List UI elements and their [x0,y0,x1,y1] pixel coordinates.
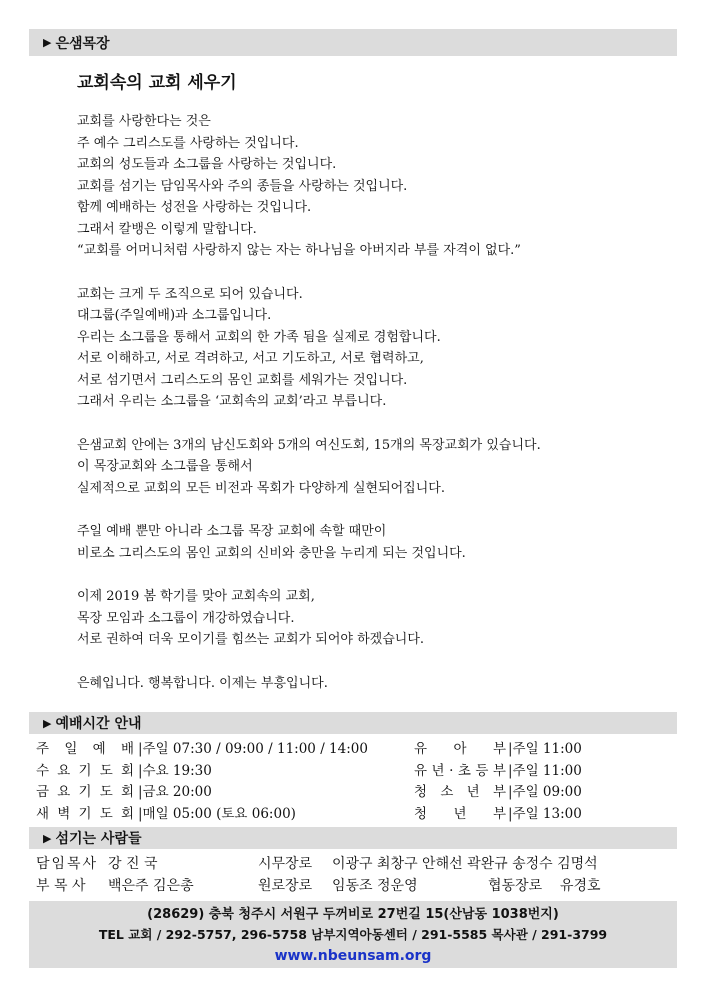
service-time: |매일 05:00 (토요 06:00) [138,805,296,822]
article-line: 우리는 소그룹을 통해서 교회의 한 가족 됨을 실제로 경험합니다. [77,329,441,345]
servants-row [36,853,676,875]
church-phones: TEL 교회 / 292-5757, 296-5758 남부지역아동센터 / 291-5585 목사관 / 291-3799 [98,927,608,942]
role-label: 협동장로 [488,878,543,894]
role-label: 부 목 사 [36,878,86,894]
article-line: 주 예수 그리스도를 사랑하는 것입니다. [77,135,299,151]
schedule-row [36,761,676,783]
article-line: 실제적으로 교회의 모든 비전과 목회가 다양하게 실현되어집니다. [77,480,445,496]
role-label: 담 임 목 사 [36,856,96,872]
article-paragraph [77,111,677,262]
service-name: 수 요 기 도 회 [36,762,134,779]
article-line: 그래서 우리는 소그룹을 ‘교회속의 교회’라고 부릅니다. [77,394,387,409]
schedule-row [36,804,676,826]
article-line: 주일 예배 뿐만 아니라 소그룹 목장 교회에 속할 때만이 [77,524,387,539]
article-line: 이 목장교회와 소그룹을 통해서 [77,459,253,474]
service-name: 주 일 예 배 [36,741,134,757]
article-line: 서로 권하여 더욱 모이기를 힘쓰는 교회가 되어야 하겠습니다. [77,632,425,647]
article-line: 대그룹(주일예배)과 소그룹입니다. [77,308,272,323]
triangle-marker-icon: ▶ [43,36,52,49]
service-name: 새 벽 기 도 회 [36,805,134,822]
section-header-servants [29,827,677,849]
role-names: 임동조 정운영 [332,878,418,894]
article-line: 은샘교회 안에는 3개의 남신도회와 5개의 여신도회, 15개의 목장교회가 있습니다. [77,437,541,453]
role-names: 강 진 국 [108,856,158,872]
triangle-marker-icon: ▶ [43,831,52,845]
article-line: 비로소 그리스도의 몸인 교회의 신비와 충만을 누리게 되는 것입니다. [77,545,466,561]
service-time: |주일 07:30 / 09:00 / 11:00 / 14:00 [138,741,368,757]
role-label: 시무장로 [258,856,313,872]
article-line: 목장 모임과 소그룹이 개강하였습니다. [77,610,295,626]
article-line: 교회는 크게 두 조직으로 되어 있습니다. [77,286,303,302]
department-name: 유 아 부 [414,741,506,757]
article-paragraph [77,284,677,413]
article-line: “교회를 어머니처럼 사랑하지 않는 자는 하나님을 아버지라 부를 자격이 없다.” [77,243,521,258]
triangle-marker-icon: ▶ [43,716,52,730]
article-line: 교회를 사랑한다는 것은 [77,114,211,129]
section-header-worship [29,712,677,734]
service-time: |금요 20:00 [138,784,212,800]
section-title: 섬기는 사람들 [55,831,142,847]
section-title: 은샘목장 [55,35,110,52]
role-label: 원로장로 [258,878,313,894]
department-time: |주일 11:00 [508,762,582,779]
department-time: |주일 09:00 [508,784,582,800]
article-title: 교회속의 교회 세우기 [77,73,237,93]
article-paragraph [77,521,677,564]
article-line: 은혜입니다. 행복합니다. 이제는 부흥입니다. [77,675,328,691]
department-name: 청 년 부 [414,805,506,822]
church-address: (28629) 충북 청주시 서원구 두꺼비로 27번길 15(산남동 1038번지) [147,907,559,922]
servants-list [36,853,676,897]
article-line: 교회의 성도들과 소그룹을 사랑하는 것입니다. [77,157,337,172]
article-paragraph [77,673,677,695]
schedule-row [36,739,676,761]
department-time: |주일 11:00 [508,741,582,757]
department-name: 청 소 년 부 [414,784,506,800]
article-line: 그래서 칼뱅은 이렇게 말합니다. [77,221,257,237]
article-paragraph [77,586,677,651]
church-contact-footer [29,901,677,968]
section-title: 예배시간 안내 [55,716,142,732]
section-header-eunsam [29,29,677,56]
article-line: 함께 예배하는 성전을 사랑하는 것입니다. [77,200,312,215]
church-website-link[interactable]: www.nbeunsam.org [274,948,432,964]
service-time: |수요 19:30 [138,762,212,779]
role-names: 유경호 [560,878,601,894]
article-line: 교회를 섬기는 담임목사와 주의 종들을 사랑하는 것입니다. [77,178,408,194]
article-paragraph [77,435,677,500]
article-line: 서로 섬기면서 그리스도의 몸인 교회를 세워가는 것입니다. [77,372,408,388]
role-names: 백은주 김은총 [108,878,194,894]
servants-row [36,875,676,897]
department-time: |주일 13:00 [508,805,582,822]
article-line: 이제 2019 봄 학기를 맞아 교회속의 교회, [77,589,315,604]
schedule-row [36,782,676,804]
service-name: 금 요 기 도 회 [36,784,134,800]
article-line: 서로 이해하고, 서로 격려하고, 서고 기도하고, 서로 협력하고, [77,351,424,366]
role-names: 이광구 최창구 안해선 곽완규 송정수 김명석 [332,856,598,872]
article-body [77,111,677,716]
department-name: 유 년 · 초 등 부 [414,762,506,779]
worship-schedule [36,739,676,825]
